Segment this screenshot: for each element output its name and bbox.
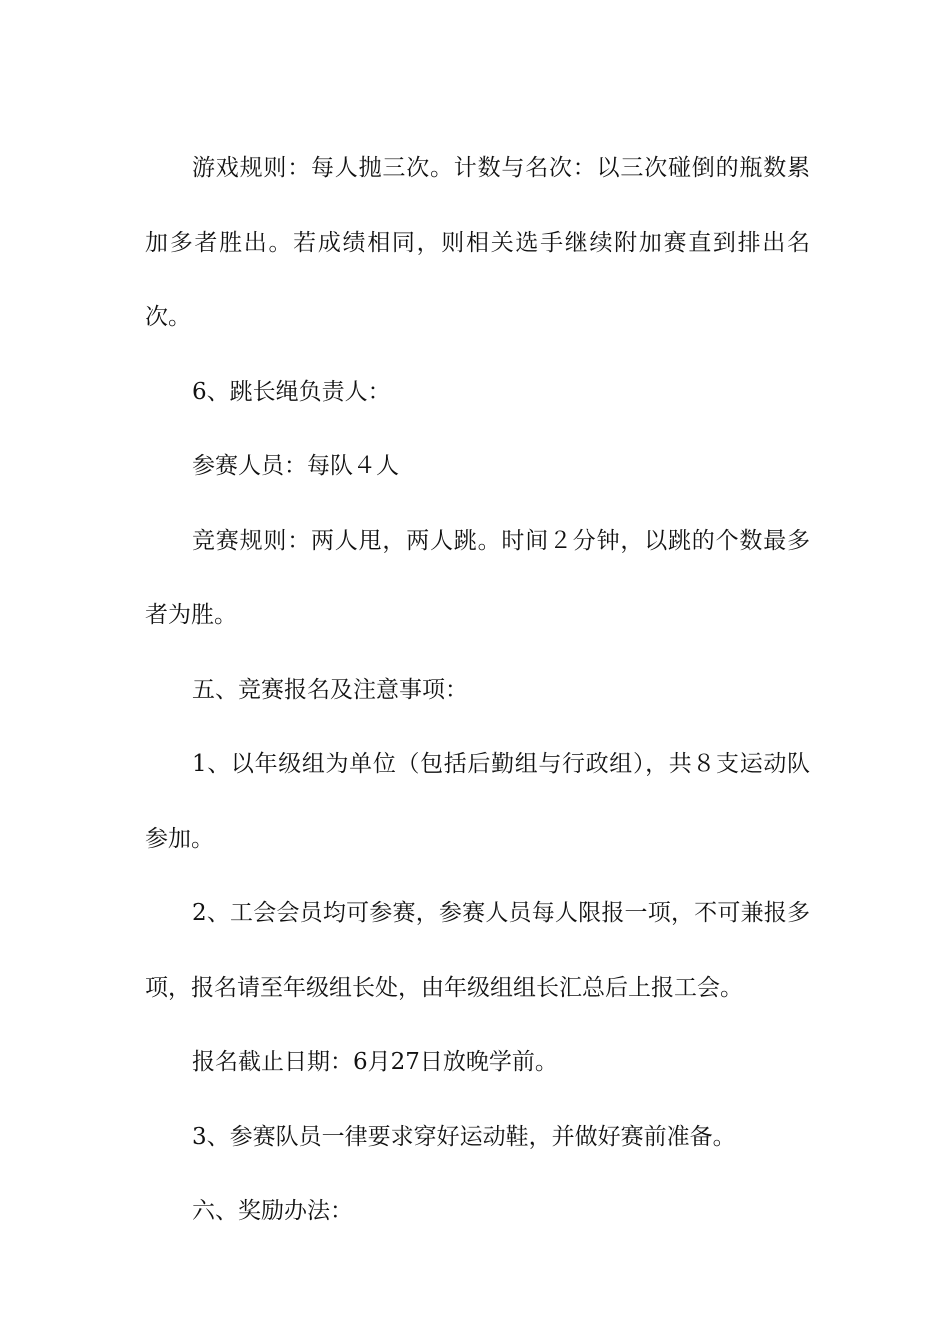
document-body (145, 131, 810, 1249)
paragraph-registration-deadline: 报名截止日期：6月27日放晚学前。 (192, 1049, 558, 1075)
paragraph-long-rope-heading: 6、跳长绳负责人： (192, 378, 391, 405)
paragraph-registration-item-1: 1、以年级组为单位（包括后勤组与行政组），共８支运动队参加。 (145, 751, 810, 852)
paragraph-registration-item-3: 3、参赛队员一律要求穿好运动鞋，并做好赛前准备。 (192, 1123, 736, 1150)
paragraph-participants: 参赛人员：每队４人 (192, 453, 399, 479)
paragraph-registration-item-2: 2、工会会员均可参赛，参赛人员每人限报一项，不可兼报多项，报名请至年级组长处，由年级组组长汇总后上报工会。 (145, 900, 810, 1001)
section-heading-registration: 五、竞赛报名及注意事项： (192, 676, 468, 703)
section-heading-rewards: 六、奖励办法： (192, 1198, 353, 1224)
paragraph-competition-rules: 竞赛规则：两人甩，两人跳。时间２分钟，以跳的个数最多者为胜。 (145, 527, 810, 628)
paragraph-game-rules: 游戏规则：每人抛三次。计数与名次：以三次碰倒的瓶数累加多者胜出。若成绩相同，则相关选手继续附加赛直到排出名次。 (145, 155, 810, 330)
